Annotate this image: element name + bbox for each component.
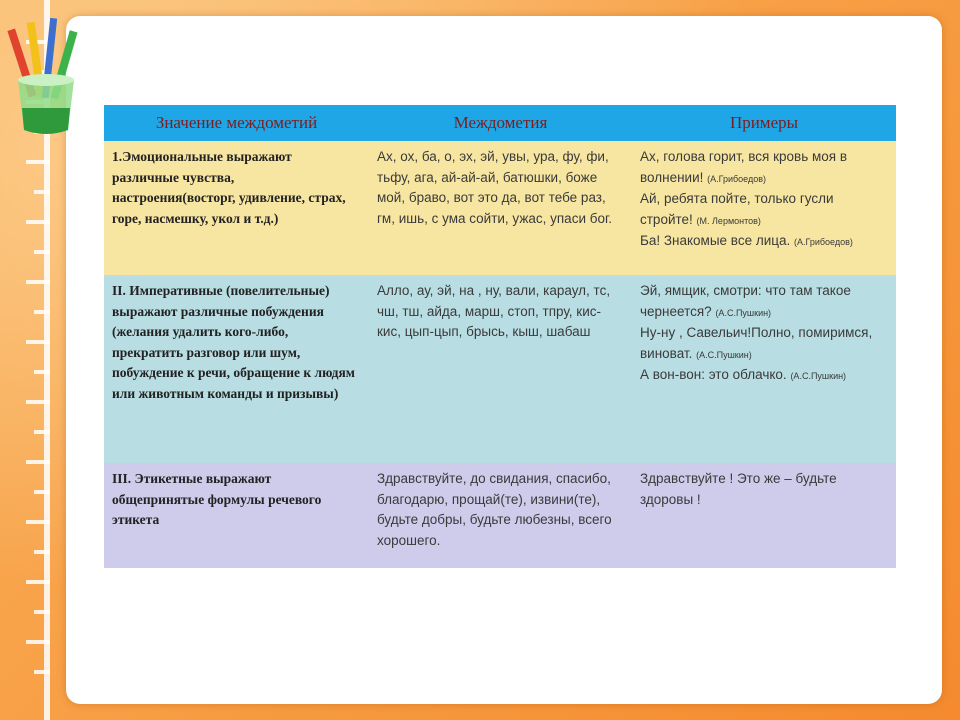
example-source: (А.Грибоедов) xyxy=(707,173,767,184)
cell-interjections: Здравствуйте, до свидания, спасибо, благодарю, прощай(те), извини(те), будьте добры, будьте любезны, всего хорошего. xyxy=(369,463,632,568)
table-row-imperative xyxy=(104,275,896,463)
cell-examples xyxy=(632,463,896,568)
example-line xyxy=(640,365,888,387)
example-source: (А.С.Пушкин) xyxy=(790,371,847,381)
header-meaning: Значение междометий xyxy=(104,105,369,141)
header-interjections: Междометия xyxy=(369,105,632,141)
example-text: Ба! Знакомые все лица. xyxy=(640,233,794,248)
ruler-tick xyxy=(34,550,50,554)
ruler-tick xyxy=(26,220,50,224)
pencil-cup-icon xyxy=(6,8,86,138)
ruler-tick xyxy=(34,610,50,614)
cell-meaning: III. Этикетные выражают общепринятые формулы речевого этикета xyxy=(104,463,369,568)
example-source: (А.Грибоедов) xyxy=(793,237,853,247)
ruler-tick xyxy=(26,580,50,584)
cell-interjections: Алло, ау, эй, на , ну, вали, караул, тс, чш, тш, айда, марш, стоп, тпру, кис-кис, цып-цып, брысь, кыш, шабаш xyxy=(369,275,632,463)
example-line xyxy=(640,281,888,323)
table-header-row xyxy=(104,105,896,141)
ruler-tick xyxy=(26,280,50,284)
ruler-tick xyxy=(26,160,50,164)
ruler-tick xyxy=(34,670,50,674)
cell-meaning: 1.Эмоциональные выражают различные чувства, настроения(восторг, удивление, страх, горе, насмешку, укол и т.д.) xyxy=(104,141,369,275)
ruler-tick xyxy=(26,460,50,464)
example-text: Эй, ямщик, смотри: что там такое чернеется? xyxy=(640,283,851,319)
example-line xyxy=(640,469,888,510)
ruler-tick xyxy=(34,370,50,374)
cell-examples xyxy=(632,141,896,275)
cell-meaning: II. Императивные (повелительные) выражают различные побуждения (желания удалить кого-либо, прекратить разговор или шум, побуждение к речи, обращение к людям или животным команды и призывы) xyxy=(104,275,369,463)
table-row-etiquette xyxy=(104,463,896,568)
ruler-tick xyxy=(34,190,50,194)
cup-liquid xyxy=(22,108,70,134)
ruler-tick xyxy=(26,340,50,344)
cup-rim xyxy=(18,74,74,86)
cell-examples xyxy=(632,275,896,463)
example-line xyxy=(640,189,888,231)
example-source: (А.С.Пушкин) xyxy=(715,307,772,318)
ruler-tick xyxy=(26,520,50,524)
ruler-tick xyxy=(26,640,50,644)
ruler-tick xyxy=(26,400,50,404)
example-line xyxy=(640,147,888,189)
interjections-table xyxy=(104,105,896,568)
example-source: (А.С.Пушкин) xyxy=(696,349,752,360)
ruler-tick xyxy=(34,490,50,494)
header-examples: Примеры xyxy=(632,105,896,141)
example-text: Здравствуйте ! Это же – будьте здоровы ! xyxy=(640,471,837,507)
example-text: Ах, голова горит, вся кровь моя в волнении! xyxy=(640,149,848,185)
example-source: (М. Лермонтов) xyxy=(696,215,761,226)
ruler-tick xyxy=(34,250,50,254)
example-text: А вон-вон: это облачко. xyxy=(640,367,791,382)
example-text: Ну-ну , Савельич!Полно, помиримся, виноват. xyxy=(640,325,873,361)
example-text: Ай, ребята пойте, только гусли стройте! xyxy=(640,191,834,227)
table-row-emotional xyxy=(104,141,896,275)
example-line xyxy=(640,323,888,365)
ruler-tick xyxy=(34,310,50,314)
cell-interjections: Ах, ох, ба, о, эх, эй, увы, ура, фу, фи, тьфу, ага, ай-ай-ай, батюшки, боже мой, браво, вот это да, вот тебе раз, гм, ишь, с ума сойти, ужас, упаси бог. xyxy=(369,141,632,275)
example-line xyxy=(640,231,888,253)
ruler-tick xyxy=(34,430,50,434)
